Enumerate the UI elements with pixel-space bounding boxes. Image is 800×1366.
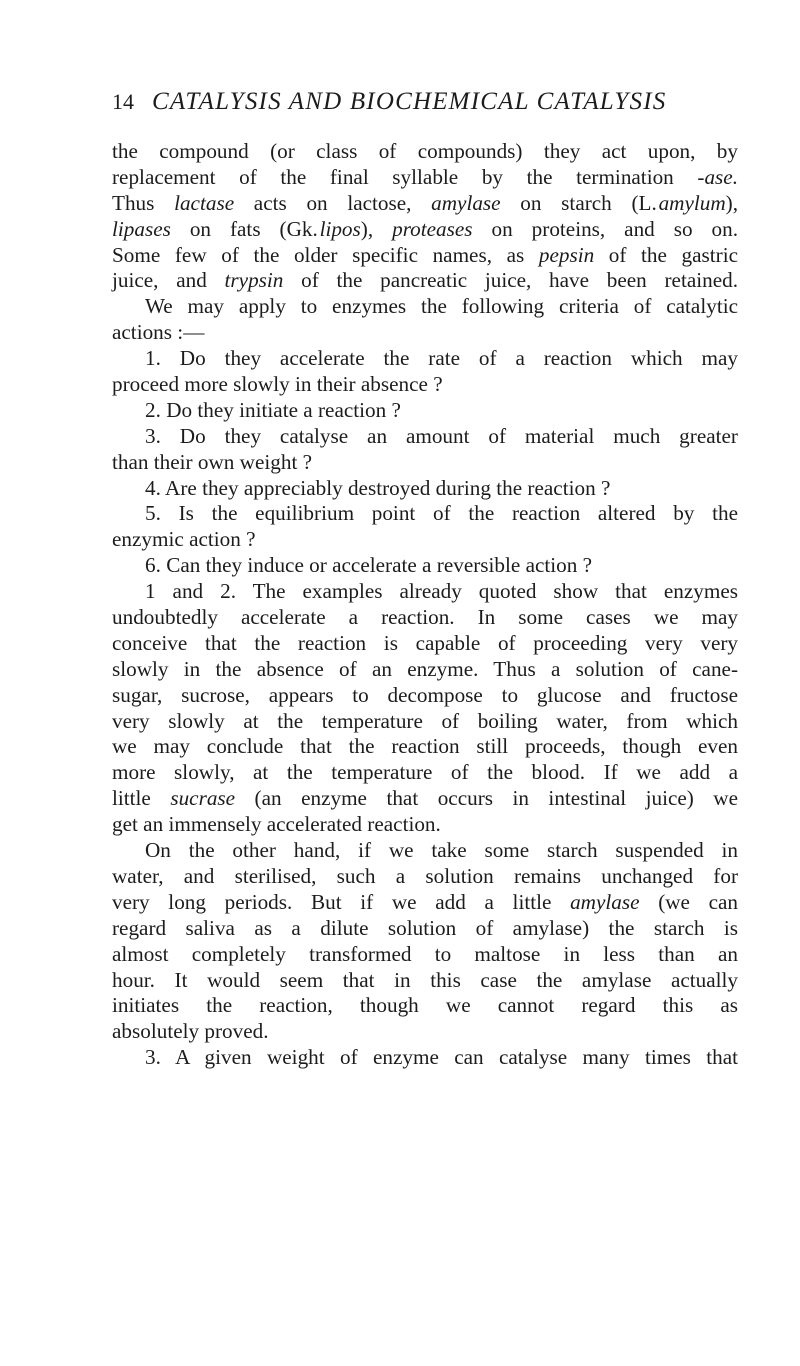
page-number: 14: [112, 89, 134, 114]
text-line: juice, and trypsin of the pancreatic juice, have been retained.: [112, 268, 739, 293]
text-line: 1 and 2. The examples already quoted show that enzymes: [145, 579, 738, 604]
text-line: than their own weight ?: [112, 449, 313, 474]
body-text: [112, 139, 738, 1071]
text-line: Thus lactase acts on lactose, amylase on starch (L. amylum),: [112, 190, 739, 215]
text-line: undoubtedly accelerate a reaction. In some cases we may: [112, 605, 738, 630]
text-line: absolutely proved.: [112, 1019, 269, 1044]
text-line: the compound (or class of compounds) they act upon, by: [112, 139, 738, 163]
text-line: conceive that the reaction is capable of proceeding very very: [112, 630, 738, 655]
text-line: replacement of the final syllable by the termination -ase.: [112, 164, 738, 189]
italic-term: amylase: [570, 889, 640, 914]
text-line: lipases on fats (Gk. lipos), proteases on proteins, and so on.: [112, 216, 739, 241]
italic-term: lipases: [112, 216, 171, 241]
italic-term: amylase: [431, 190, 501, 215]
text-line: initiates the reaction, though we cannot regard this as: [112, 993, 738, 1018]
text-line: slowly in the absence of an enzyme. Thus a solution of cane-: [112, 656, 738, 681]
criteria-item: 2. Do they initiate a reaction ?: [145, 397, 401, 422]
text-line: very slowly at the temperature of boiling water, from which: [112, 708, 738, 733]
italic-term: trypsin: [224, 268, 284, 293]
italic-term: pepsin: [538, 242, 595, 267]
text-line: water, and sterilised, such a solution remains unchanged for: [112, 863, 738, 888]
running-title: CATALYSIS AND BIOCHEMICAL CATALYSIS: [152, 88, 667, 115]
text-line: almost completely transformed to maltose in less than an: [112, 941, 738, 966]
criteria-item: 4. Are they appreciably destroyed during the reaction ?: [145, 475, 611, 500]
text-line: actions :—: [112, 320, 205, 345]
page-header: [112, 88, 732, 128]
text-line: Some few of the older specific names, as pepsin of the gastric: [112, 242, 739, 267]
text-line: proceed more slowly in their absence ?: [112, 372, 443, 397]
italic-term: proteases: [392, 216, 473, 241]
italic-term: amylum: [658, 190, 726, 215]
criteria-item: 5. Is the equilibrium point of the reaction altered by the: [145, 501, 738, 526]
text-line: sugar, sucrose, appears to decompose to glucose and fructose: [112, 682, 738, 707]
criteria-item: 1. Do they accelerate the rate of a reaction which may: [145, 346, 738, 371]
italic-term: sucrase: [170, 786, 236, 811]
italic-term: lipos: [319, 216, 361, 241]
criteria-item: 3. A given weight of enzyme can catalyse many times that: [145, 1045, 738, 1070]
text-line: very long periods. But if we add a little amylase (we can: [112, 889, 739, 914]
text-line: little sucrase (an enzyme that occurs in intestinal juice) we: [112, 786, 739, 811]
text-line: hour. It would seem that in this case the amylase actually: [112, 967, 738, 992]
text-line: get an immensely accelerated reaction.: [112, 812, 441, 837]
italic-term: -ase.: [697, 164, 738, 189]
criteria-item: 6. Can they induce or accelerate a reversible action ?: [145, 553, 593, 578]
text-line: On the other hand, if we take some starch suspended in: [145, 838, 738, 863]
text-line: enzymic action ?: [112, 527, 256, 552]
text-line: regard saliva as a dilute solution of amylase) the starch is: [112, 915, 738, 940]
text-line: we may conclude that the reaction still proceeds, though even: [112, 734, 738, 759]
criteria-item: 3. Do they catalyse an amount of material much greater: [145, 423, 738, 448]
italic-term: lactase: [174, 190, 235, 215]
text-line: We may apply to enzymes the following criteria of catalytic: [145, 294, 738, 319]
text-line: more slowly, at the temperature of the blood. If we add a: [112, 760, 738, 785]
